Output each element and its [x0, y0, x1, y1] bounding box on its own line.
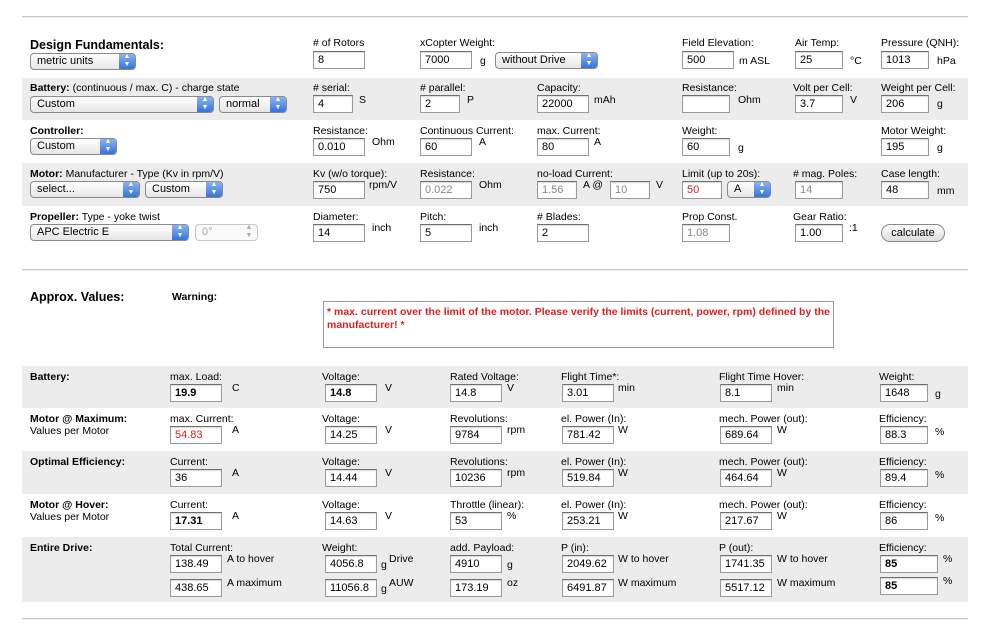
- noload-label: no-load Current:: [537, 168, 613, 180]
- hover-volt-unit: V: [385, 510, 393, 522]
- controller-res-input[interactable]: 0.010: [313, 138, 365, 156]
- opt-volt-unit: V: [385, 467, 393, 479]
- opt-cur-value[interactable]: 36: [170, 469, 222, 487]
- pin-hover-unit: W to hover: [618, 553, 669, 565]
- motor-title: Motor:: [30, 168, 63, 180]
- kv-unit: rpm/V: [369, 179, 398, 191]
- controller-res-label: Resistance:: [313, 125, 368, 137]
- opt-pin-value[interactable]: 519.84: [562, 469, 614, 487]
- updown-icon: ▲ ▼: [581, 52, 597, 69]
- hover-eff-unit: %: [935, 512, 945, 524]
- drive-eff-label: Efficiency:: [879, 542, 927, 554]
- prop-const-input[interactable]: 1.08: [682, 224, 730, 242]
- max-pin-label: el. Power (In):: [561, 413, 627, 425]
- max-rev-label: Revolutions:: [450, 413, 508, 425]
- motor-title-wrap: [30, 168, 224, 180]
- units-select-value: metric units: [37, 55, 94, 67]
- opt-pout-label: mech. Power (out):: [719, 456, 808, 468]
- case-length-input[interactable]: 48: [881, 181, 929, 199]
- max-pout-unit: W: [777, 424, 787, 436]
- max-eff-label: Efficiency:: [879, 413, 927, 425]
- total-current-max-unit: A maximum: [227, 577, 282, 589]
- weight-cell-input[interactable]: 206: [881, 95, 929, 113]
- pout-total-label: P (out):: [719, 542, 754, 554]
- battery-res-label: Resistance:: [682, 82, 737, 94]
- max-rev-value[interactable]: 9784: [450, 426, 502, 444]
- airtemp-input[interactable]: 25: [795, 51, 843, 69]
- drive-weight-unit: g: [381, 559, 387, 571]
- limit-unit-select[interactable]: [727, 181, 771, 198]
- auw-weight-unit: g: [381, 583, 387, 595]
- max-pout-value[interactable]: 689.64: [720, 426, 772, 444]
- pin-total-label: P (in):: [561, 542, 589, 554]
- motor-manufacturer-select[interactable]: [30, 181, 140, 198]
- updown-icon: ▲ ▼: [197, 96, 213, 113]
- updown-icon: ▲ ▼: [245, 224, 253, 239]
- controller-weight-input[interactable]: 60: [682, 138, 730, 156]
- volt-cell-label: Volt per Cell:: [793, 82, 853, 94]
- controller-row: [22, 120, 968, 163]
- limit-label: Limit (up to 20s):: [682, 168, 761, 180]
- divider: [22, 269, 968, 271]
- opt-pin-unit: W: [618, 467, 628, 479]
- updown-icon: ▲ ▼: [270, 96, 286, 113]
- opt-rev-unit: rpm: [507, 467, 526, 479]
- auw-weight-tag: AUW: [389, 577, 414, 589]
- hover-eff-label: Efficiency:: [879, 499, 927, 511]
- max-pin-unit: W: [618, 424, 628, 436]
- opt-cur-label: Current:: [170, 456, 208, 468]
- approx-title: Approx. Values:: [30, 290, 125, 304]
- rotors-label: # of Rotors: [313, 37, 365, 49]
- weight-unit: g: [480, 55, 486, 67]
- pout-max-unit: W maximum: [777, 577, 836, 589]
- controller-title: Controller:: [30, 125, 84, 137]
- max-volt-value[interactable]: 14.25: [325, 426, 377, 444]
- payload-label: add. Payload:: [450, 542, 515, 554]
- poles-label: # mag. Poles:: [793, 168, 858, 180]
- noload-input[interactable]: 1.56: [537, 181, 577, 199]
- weight-cell-unit: g: [937, 98, 943, 110]
- max-cur-value[interactable]: 54.83: [170, 426, 222, 444]
- auw-weight-value[interactable]: 11056.8: [325, 579, 377, 597]
- hover-cur-label: Current:: [170, 499, 208, 511]
- hover-pout-value[interactable]: 217.67: [720, 512, 772, 530]
- drive-weight-value[interactable]: 4056.8: [325, 555, 377, 573]
- motor-type-select[interactable]: [145, 181, 223, 198]
- prop-const-label: Prop Const.: [682, 211, 738, 223]
- hover-time-value[interactable]: 8.1: [720, 384, 772, 402]
- max-cur-label: max. Current:: [170, 413, 234, 425]
- flight-time-label: Flight Time*:: [561, 371, 620, 383]
- opt-cur-unit: A: [232, 467, 240, 479]
- battery-weight-label: Weight:: [879, 371, 915, 383]
- motor-res-input[interactable]: 0.022: [420, 181, 472, 199]
- max-pin-value[interactable]: 781.42: [562, 426, 614, 444]
- yoke-twist-value: 0°: [202, 226, 213, 238]
- pressure-input[interactable]: 1013: [881, 51, 929, 69]
- hover-subtitle: Values per Motor: [30, 511, 110, 523]
- hover-pin-label: el. Power (In):: [561, 499, 627, 511]
- hover-time-label: Flight Time Hover:: [719, 371, 805, 383]
- max-current-unit: A: [594, 136, 602, 148]
- hover-pin-value[interactable]: 253.21: [562, 512, 614, 530]
- cont-current-label: Continuous Current:: [420, 125, 514, 137]
- serial-label: # serial:: [313, 82, 350, 94]
- rated-voltage-value[interactable]: 14.8: [450, 384, 502, 402]
- controller-res-unit: Ohm: [372, 136, 395, 148]
- gear-ratio-label: Gear Ratio:: [793, 211, 847, 223]
- hover-cur-unit: A: [232, 510, 240, 522]
- controller-type-value: Custom: [37, 140, 75, 152]
- elevation-input[interactable]: 500: [682, 51, 734, 69]
- opt-eff-label: Efficiency:: [879, 456, 927, 468]
- pout-hover-value[interactable]: 1741.35: [720, 555, 772, 573]
- drive-eff-unit-2: %: [943, 575, 953, 587]
- kv-label: Kv (w/o torque):: [313, 168, 388, 180]
- result-drive-row: [22, 537, 968, 602]
- battery-res-input[interactable]: [682, 95, 730, 113]
- opt-eff-unit: %: [935, 469, 945, 481]
- battery-subtitle: (continuous / max. C) - charge state: [69, 82, 240, 94]
- updown-icon: ▲ ▼: [172, 224, 188, 241]
- drive-eff-value-1[interactable]: 85: [880, 555, 938, 573]
- total-current-hover-unit: A to hover: [227, 553, 275, 565]
- charge-state-select[interactable]: [219, 96, 287, 113]
- hover-pout-unit: W: [777, 510, 787, 522]
- capacity-label: Capacity:: [537, 82, 581, 94]
- weight-input[interactable]: 7000: [420, 51, 472, 69]
- payload-g-unit: g: [507, 559, 513, 571]
- propeller-type-select[interactable]: [30, 224, 189, 241]
- parallel-unit: P: [467, 94, 475, 106]
- total-current-hover[interactable]: 138.49: [170, 555, 222, 573]
- drive-weight-tag: Drive: [389, 553, 414, 565]
- diameter-label: Diameter:: [313, 211, 359, 223]
- noload-mid: A @: [583, 179, 604, 191]
- limit-input[interactable]: 50: [682, 181, 722, 199]
- result-battery-title: Battery:: [30, 371, 70, 383]
- max-load-value[interactable]: 19.9: [170, 384, 222, 402]
- hover-time-unit: min: [777, 382, 794, 394]
- drive-eff-unit-1: %: [943, 553, 953, 565]
- motor-weight-unit: g: [937, 142, 943, 154]
- cont-current-input[interactable]: 60: [420, 138, 472, 156]
- pin-max-value[interactable]: 6491.87: [562, 579, 614, 597]
- battery-row: [22, 78, 968, 120]
- opt-pin-label: el. Power (In):: [561, 456, 627, 468]
- battery-weight-value[interactable]: 1648: [880, 384, 928, 402]
- battery-title: Battery:: [30, 82, 70, 94]
- pitch-label: Pitch:: [420, 211, 447, 223]
- case-length-label: Case length:: [881, 168, 940, 180]
- propeller-type-value: APC Electric E: [37, 226, 110, 238]
- res-voltage-label: Voltage:: [322, 371, 360, 383]
- noload-volt-unit: V: [656, 179, 664, 191]
- max-pout-label: mech. Power (out):: [719, 413, 808, 425]
- opt-pout-unit: W: [777, 467, 787, 479]
- units-select[interactable]: [30, 53, 136, 70]
- airtemp-label: Air Temp:: [795, 37, 840, 49]
- updown-icon: ▲ ▼: [206, 181, 222, 198]
- pressure-unit: hPa: [937, 55, 956, 67]
- result-hover-row: [22, 494, 968, 537]
- noload-volt-input[interactable]: 10: [610, 181, 650, 199]
- drive-weight-label: Weight:: [322, 542, 358, 554]
- propeller-row: [22, 206, 968, 250]
- limit-unit-value: A: [734, 183, 742, 195]
- poles-input[interactable]: 14: [795, 181, 843, 199]
- hover-cur-value[interactable]: 17.31: [170, 512, 222, 530]
- kv-input[interactable]: 750: [313, 181, 365, 199]
- opt-rev-value[interactable]: 10236: [450, 469, 502, 487]
- pout-max-value[interactable]: 5517.12: [720, 579, 772, 597]
- flight-time-value[interactable]: 3.01: [562, 384, 614, 402]
- throttle-label: Throttle (linear):: [450, 499, 525, 511]
- cont-current-unit: A: [479, 136, 487, 148]
- controller-weight-unit: g: [738, 142, 744, 154]
- opt-volt-value[interactable]: 14.44: [325, 469, 377, 487]
- divider: [22, 16, 968, 18]
- motor-weight-label: Motor Weight:: [881, 125, 947, 137]
- parallel-input[interactable]: 2: [420, 95, 460, 113]
- max-rev-unit: rpm: [507, 424, 526, 436]
- motor-res-label: Resistance:: [420, 168, 475, 180]
- max-cur-unit: A: [232, 424, 240, 436]
- pressure-label: Pressure (QNH):: [881, 37, 960, 49]
- opt-rev-label: Revolutions:: [450, 456, 508, 468]
- calculate-button[interactable]: calculate: [881, 224, 945, 242]
- max-volt-unit: V: [385, 424, 393, 436]
- hover-title: Motor @ Hover:: [30, 499, 109, 511]
- charge-state-value: normal: [226, 98, 260, 110]
- motor-res-unit: Ohm: [479, 179, 502, 191]
- res-voltage-value[interactable]: 14.8: [325, 384, 377, 402]
- battery-type-select[interactable]: [30, 96, 214, 113]
- design-row: [22, 33, 968, 78]
- divider: [22, 618, 968, 620]
- total-current-max[interactable]: 438.65: [170, 579, 222, 597]
- battery-type-value: Custom: [37, 98, 75, 110]
- throttle-value[interactable]: 53: [450, 512, 502, 530]
- motor-subtitle: Manufacturer - Type (Kv in rpm/V): [62, 168, 224, 180]
- pitch-input[interactable]: 5: [420, 224, 472, 242]
- yoke-twist-select[interactable]: [195, 224, 258, 241]
- updown-icon: ▲ ▼: [100, 138, 116, 155]
- motor-weight-input[interactable]: 195: [881, 138, 929, 156]
- max-current-label: max. Current:: [537, 125, 601, 137]
- gear-ratio-input[interactable]: 1.00: [795, 224, 843, 242]
- rotors-input[interactable]: 8: [313, 51, 365, 69]
- max-current-input[interactable]: 80: [537, 138, 589, 156]
- result-max-row: [22, 408, 968, 451]
- case-length-unit: mm: [937, 185, 955, 197]
- motor-row: [22, 163, 968, 206]
- max-volt-label: Voltage:: [322, 413, 360, 425]
- design-title: Design Fundamentals:: [30, 38, 165, 52]
- diameter-input[interactable]: 14: [313, 224, 365, 242]
- battery-res-unit: Ohm: [738, 94, 761, 106]
- result-battery-row: [22, 366, 968, 408]
- propeller-subtitle: Type - yoke twist: [79, 211, 160, 223]
- controller-type-select[interactable]: [30, 138, 117, 155]
- total-current-label: Total Current:: [170, 542, 234, 554]
- hover-volt-label: Voltage:: [322, 499, 360, 511]
- drive-eff-value-2[interactable]: 85: [880, 577, 938, 595]
- warning-box[interactable]: * max. current over the limit of the motor. Please verify the limits (current, power, rpm) defined by the manufacturer! *: [323, 301, 834, 348]
- serial-input[interactable]: 4: [313, 95, 353, 113]
- motor-type-value: Custom: [152, 183, 190, 195]
- blades-label: # Blades:: [537, 211, 581, 223]
- opt-pout-value[interactable]: 464.64: [720, 469, 772, 487]
- pin-hover-value[interactable]: 2049.62: [562, 555, 614, 573]
- hover-volt-value[interactable]: 14.63: [325, 512, 377, 530]
- updown-icon: ▲ ▼: [123, 181, 139, 198]
- throttle-unit: %: [507, 510, 517, 522]
- payload-oz-value[interactable]: 173.19: [450, 579, 502, 597]
- gear-ratio-unit: :1: [849, 222, 858, 234]
- motor-manufacturer-value: select...: [37, 183, 75, 195]
- result-opt-row: [22, 451, 968, 494]
- serial-unit: S: [359, 94, 367, 106]
- elevation-label: Field Elevation:: [682, 37, 754, 49]
- updown-icon: ▲ ▼: [119, 53, 135, 70]
- elevation-unit: m ASL: [739, 55, 770, 67]
- opt-title: Optimal Efficiency:: [30, 456, 126, 468]
- drive-title: Entire Drive:: [30, 542, 93, 554]
- rated-voltage-label: Rated Voltage:: [450, 371, 519, 383]
- motor-max-subtitle: Values per Motor: [30, 425, 110, 437]
- pin-max-unit: W maximum: [618, 577, 677, 589]
- warning-label: Warning:: [172, 291, 218, 303]
- motor-max-title: Motor @ Maximum:: [30, 413, 128, 425]
- max-load-unit: C: [232, 382, 240, 394]
- opt-volt-label: Voltage:: [322, 456, 360, 468]
- updown-icon: ▲ ▼: [754, 181, 770, 198]
- drive-select[interactable]: [495, 52, 598, 69]
- payload-oz-unit: oz: [507, 577, 519, 589]
- max-eff-value[interactable]: 88.3: [880, 426, 928, 444]
- max-load-label: max. Load:: [170, 371, 222, 383]
- res-voltage-unit: V: [385, 382, 393, 394]
- hover-pout-label: mech. Power (out):: [719, 499, 808, 511]
- propeller-title: Propeller:: [30, 211, 80, 223]
- hover-pin-unit: W: [618, 510, 628, 522]
- opt-eff-value[interactable]: 89.4: [880, 469, 928, 487]
- diameter-unit: inch: [372, 222, 392, 234]
- pout-hover-unit: W to hover: [777, 553, 828, 565]
- pitch-unit: inch: [479, 222, 499, 234]
- volt-cell-unit: V: [850, 94, 858, 106]
- blades-input[interactable]: 2: [537, 224, 589, 242]
- drive-select-value: without Drive: [502, 54, 566, 66]
- weight-label: xCopter Weight:: [420, 37, 496, 49]
- propeller-title-wrap: [30, 211, 160, 223]
- battery-weight-unit: g: [935, 388, 941, 400]
- payload-g-value[interactable]: 4910: [450, 555, 502, 573]
- airtemp-unit: °C: [850, 55, 862, 67]
- volt-cell-input[interactable]: 3.7: [795, 95, 843, 113]
- max-eff-unit: %: [935, 426, 945, 438]
- capacity-input[interactable]: 22000: [537, 95, 589, 113]
- rated-voltage-unit: V: [507, 382, 515, 394]
- flight-time-unit: min: [618, 382, 635, 394]
- capacity-unit: mAh: [594, 94, 616, 106]
- hover-eff-value[interactable]: 86: [880, 512, 928, 530]
- parallel-label: # parallel:: [420, 82, 466, 94]
- controller-weight-label: Weight:: [682, 125, 718, 137]
- weight-cell-label: Weight per Cell:: [881, 82, 956, 94]
- battery-title-wrap: [30, 82, 240, 94]
